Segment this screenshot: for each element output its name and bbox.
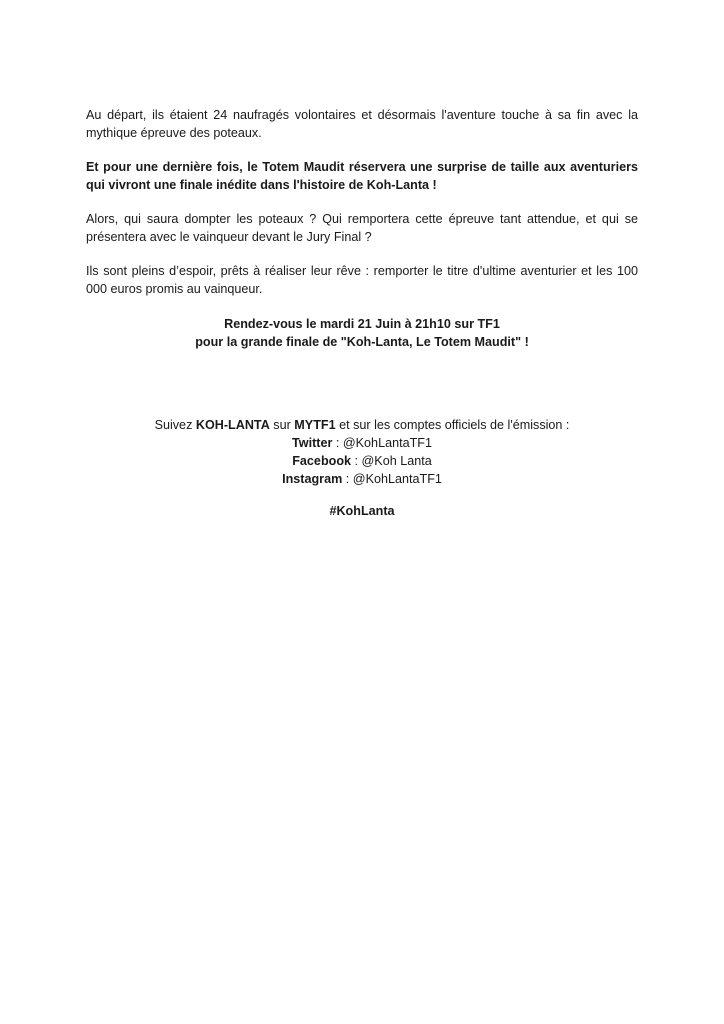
rendezvous-line-2: pour la grande finale de "Koh-Lanta, Le Totem Maudit" ! (195, 335, 529, 349)
paragraph-hope: Ils sont pleins d’espoir, prêts à réaliser leur rêve : remporter le titre d'ultime aventurier et les 100 000 euros promis au vainqueur. (86, 264, 638, 296)
facebook-label: Facebook (292, 454, 352, 468)
platform-name: MYTF1 (294, 418, 336, 432)
twitter-label: Twitter (292, 436, 333, 450)
instagram-line (86, 470, 638, 488)
instagram-handle: : @KohLantaTF1 (342, 472, 442, 486)
social-intro (86, 416, 638, 434)
rendezvous-block (86, 315, 638, 351)
social-intro-prefix: Suivez (154, 418, 196, 432)
paragraph-intro: Au départ, ils étaient 24 naufragés volontaires et désormais l'aventure touche à sa fin avec la mythique épreuve des poteaux. (86, 108, 638, 140)
twitter-line (86, 434, 638, 452)
social-intro-suffix: et sur les comptes officiels de l'émission : (335, 418, 570, 432)
show-name: KOH-LANTA (195, 418, 270, 432)
twitter-handle: : @KohLantaTF1 (332, 436, 432, 450)
hashtag: #KohLanta (329, 504, 395, 518)
facebook-handle: : @Koh Lanta (351, 454, 432, 468)
social-intro-mid: sur (269, 418, 295, 432)
paragraph-question: Alors, qui saura dompter les poteaux ? Qui remportera cette épreuve tant attendue, et qui se présentera avec le vainqueur devant le Jury Final ? (86, 212, 638, 244)
rendezvous-line-1: Rendez-vous le mardi 21 Juin à 21h10 sur TF1 (224, 317, 500, 331)
social-block (86, 416, 638, 488)
instagram-label: Instagram (282, 472, 343, 486)
paragraph-totem-surprise: Et pour une dernière fois, le Totem Maudit réservera une surprise de taille aux aventuriers qui vivront une finale inédite dans l'histoire de Koh-Lanta ! (86, 160, 638, 192)
facebook-line (86, 452, 638, 470)
